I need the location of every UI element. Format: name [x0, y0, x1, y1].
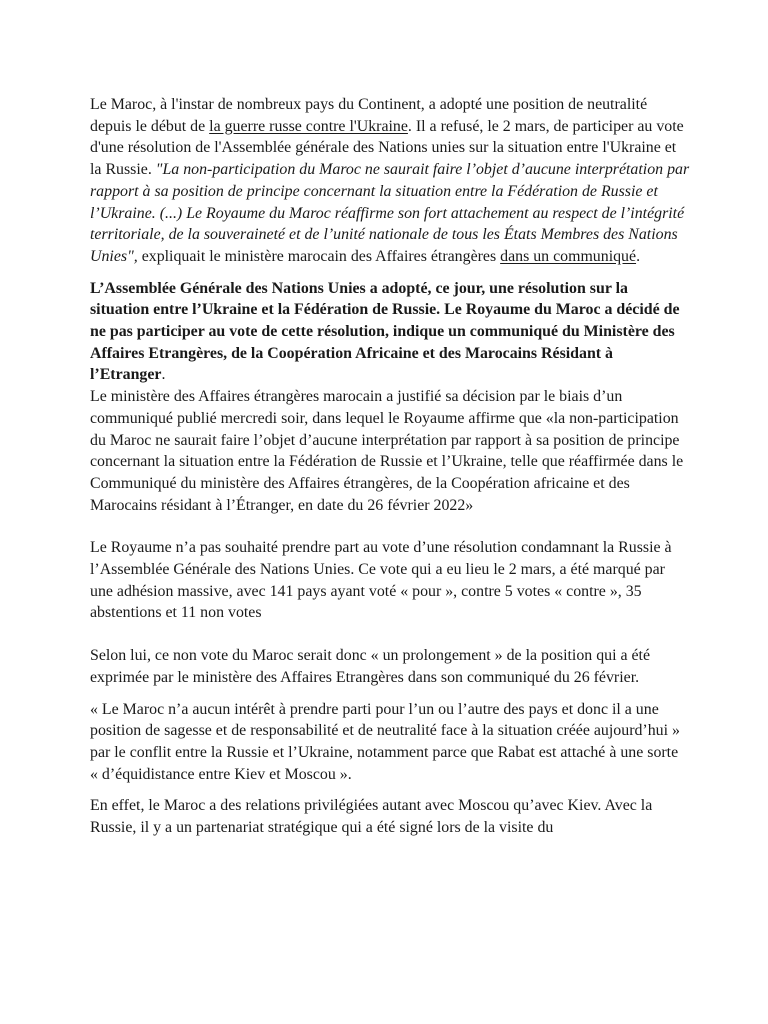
paragraph-vote: Le Royaume n’a pas souhaité prendre part au vote d’une résolution condamnant la Russie à l’Assemblée Générale des Nations Unies. Ce vote qui a eu lieu le 2 mars, a été marqué par une adhésion massive, avec 141 pays ayant voté « pour », contre 5 votes « contre », 35 abstentions et 11 non votes — [90, 539, 672, 622]
document-body — [90, 94, 690, 839]
paragraph-justification: Le ministère des Affaires étrangères marocain a justifié sa décision par le biais d’un communiqué publié mercredi soir, dans lequel le Royaume affirme que «la non-participation du Maroc ne saurait faire l’objet d’aucune interprétation par rapport à sa position de principe concernant la situation entre la Fédération de Russie et l’Ukraine, telle que réaffirmée dans le Communiqué du ministère des Affaires étrangères, de la Coopération africaine et des Marocains résidant à l’Étranger, en date du 26 février 2022» — [90, 388, 684, 514]
quote-text: "La non-participation du Maroc ne saurait faire l’objet d’aucune interprétation par rapport à sa position de principe concernant la situation entre la Fédération de Russie et l’Ukraine. (...) Le Royaume du Maroc réaffirme son fort attachement au respect de l’intégrité territoriale, de la souveraineté et de l’unité nationale de tous les États Membres des Nations Unies", — [90, 161, 690, 265]
paragraph-text: . — [161, 366, 166, 384]
bold-statement-text: L’Assemblée Générale des Nations Unies a adopté, ce jour, une résolution sur la situation entre l’Ukraine et la Fédération de Russie. Le Royaume du Maroc a décidé de ne pas participer au vote de cette résolution, indique un communiqué du Ministère des Affaires Etrangères, de la Coopération Africaine et des Marocains Résidant à l’Etranger — [90, 279, 680, 384]
link-communique[interactable]: dans un communiqué — [500, 247, 637, 265]
paragraph-prolongement: Selon lui, ce non vote du Maroc serait donc « un prolongement » de la position qui a été exprimée par le ministère des Affaires Etrangères dans son communiqué du 26 février. — [90, 647, 651, 686]
paragraph-bold-statement — [90, 278, 690, 387]
paragraph-text: . Il a refusé, le 2 mars, de participer au vote d'une résolution de l'Assemblée générale des Nations unies sur la situation entre l'Ukraine et la Russie. — [90, 117, 684, 179]
link-guerre-russe[interactable]: la guerre russe contre l'Ukraine — [209, 117, 408, 135]
paragraph-relations: En effet, le Maroc a des relations privilégiées autant avec Moscou qu’avec Kiev. Avec la Russie, il y a un partenariat stratégique qui a été signé lors de la visite du — [90, 797, 653, 837]
paragraph-text: Le Maroc, à l'instar de nombreux pays du Continent, a adopté une position de neutralité depuis le début de — [90, 96, 648, 135]
paragraph-text: expliquait le ministère marocain des Affaires étrangères — [137, 247, 501, 265]
paragraph-neutrality — [90, 94, 690, 268]
paragraph-sagesse: « Le Maroc n’a aucun intérêt à prendre parti pour l’un ou l’autre des pays et donc il a une position de sagesse et de responsabilité et de neutralité face à la situation créée aujourd’hui » par le conflit entre la Russie et l’Ukraine, notamment parce que Rabat est attaché à une sorte « d’équidistance entre Kiev et Moscou ». — [90, 700, 680, 783]
paragraph-text: . — [636, 247, 641, 265]
